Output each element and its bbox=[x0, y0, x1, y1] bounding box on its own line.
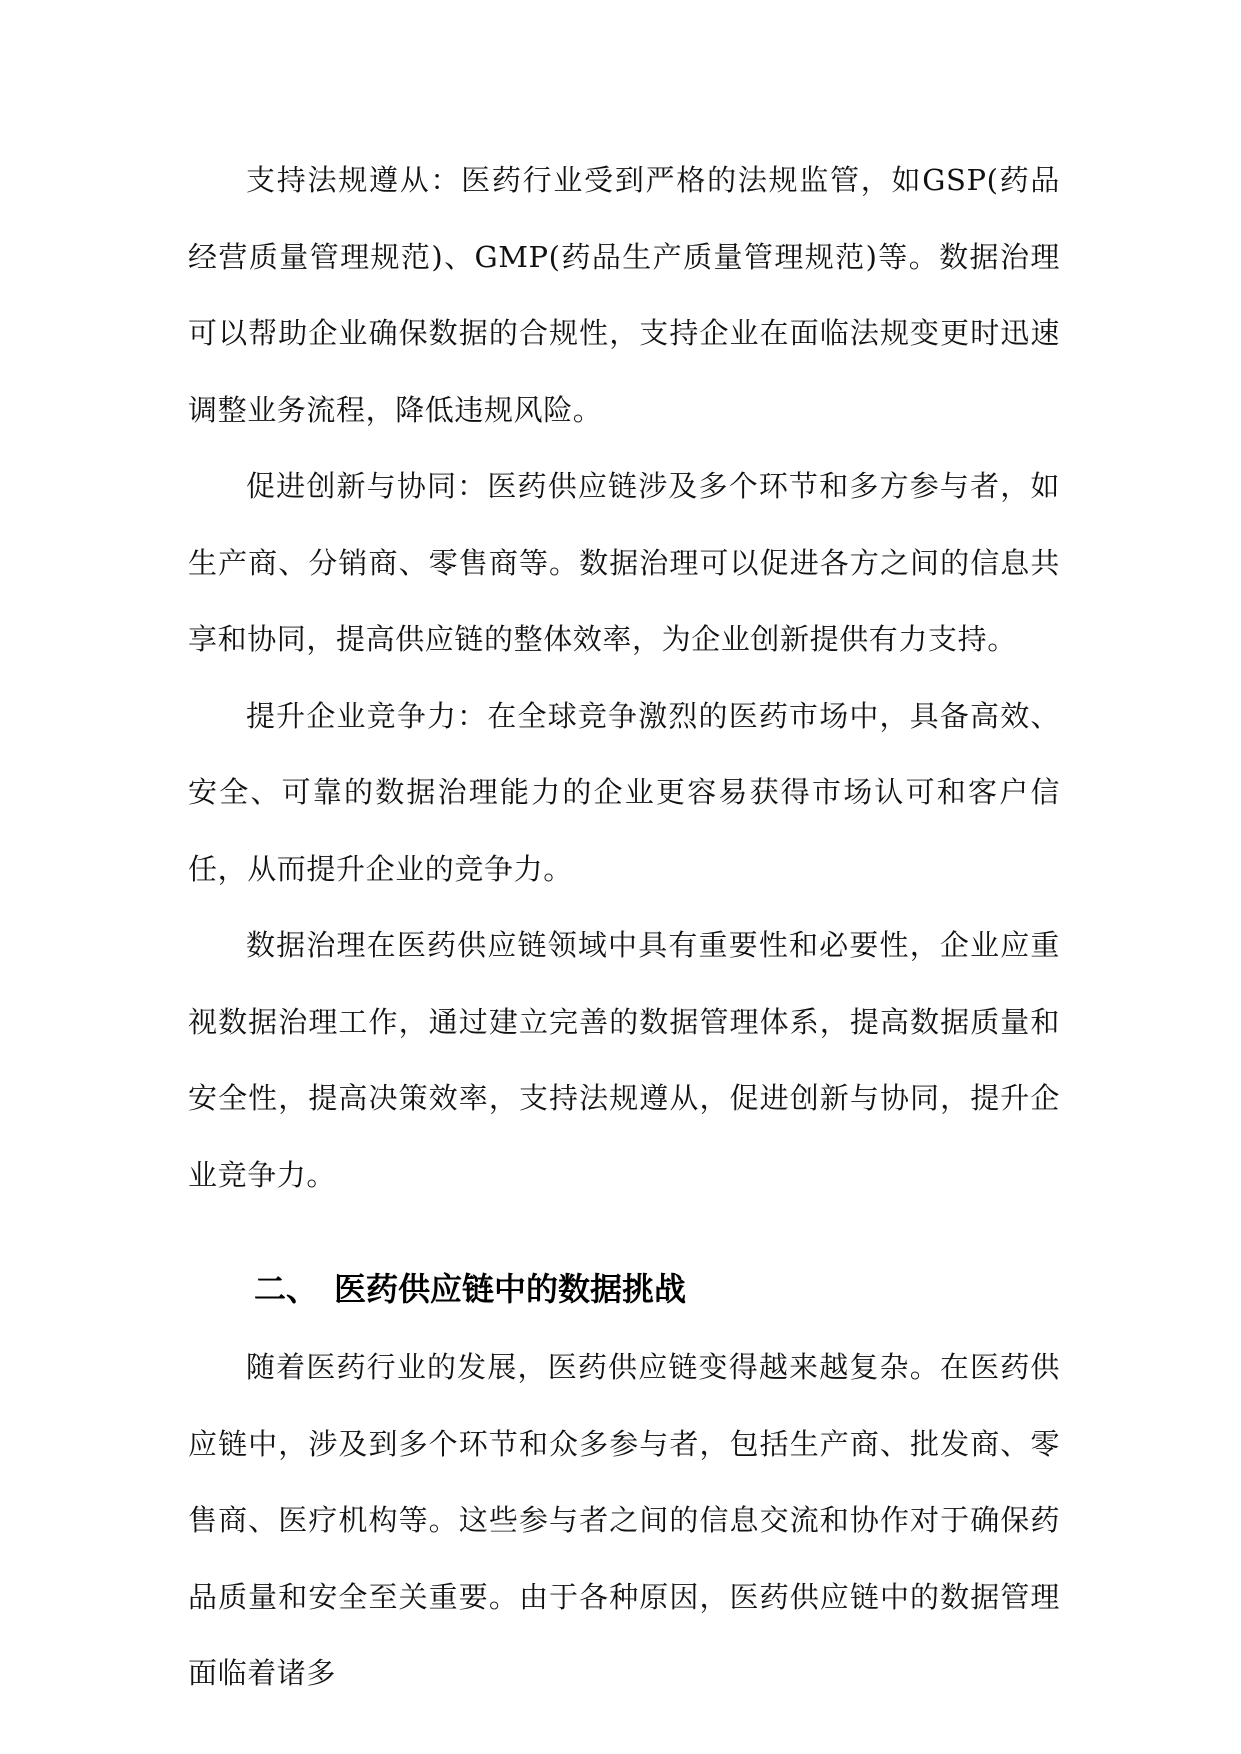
paragraph-summary: 数据治理在医药供应链领域中具有重要性和必要性，企业应重视数据治理工作，通过建立完善的数据管理体系，提高数据质量和安全性，提高决策效率，支持法规遵从，促进创新与协同，提升企业竞争力。 bbox=[188, 928, 1060, 1192]
paragraph-data-challenges-intro: 随着医药行业的发展，医药供应链变得越来越复杂。在医药供应链中，涉及到多个环节和众多参与者，包括生产商、批发商、零售商、医疗机构等。这些参与者之间的信息交流和协作对于确保药品质量和安全至关重要。由于各种原因，医药供应链中的数据管理面临着诸多 bbox=[188, 1350, 1060, 1690]
paragraph-regulatory-compliance: 支持法规遵从：医药行业受到严格的法规监管，如GSP(药品经营质量管理规范)、GMP(药品生产质量管理规范)等。数据治理可以帮助企业确保数据的合规性，支持企业在面临法规变更时迅速调整业务流程，降低违规风险。 bbox=[188, 163, 1060, 427]
section-heading bbox=[188, 1251, 1060, 1327]
paragraph-innovation-collaboration: 促进创新与协同：医药供应链涉及多个环节和多方参与者，如生产商、分销商、零售商等。数据治理可以促进各方之间的信息共享和协同，提高供应链的整体效率，为企业创新提供有力支持。 bbox=[188, 469, 1060, 656]
document-body bbox=[188, 142, 1060, 1712]
section-number: 二、 bbox=[254, 1270, 319, 1308]
paragraph-competitiveness: 提升企业竞争力：在全球竞争激烈的医药市场中，具备高效、安全、可靠的数据治理能力的企业更容易获得市场认可和客户信任，从而提升企业的竞争力。 bbox=[188, 698, 1060, 886]
section-title: 医药供应链中的数据挑战 bbox=[334, 1270, 687, 1308]
